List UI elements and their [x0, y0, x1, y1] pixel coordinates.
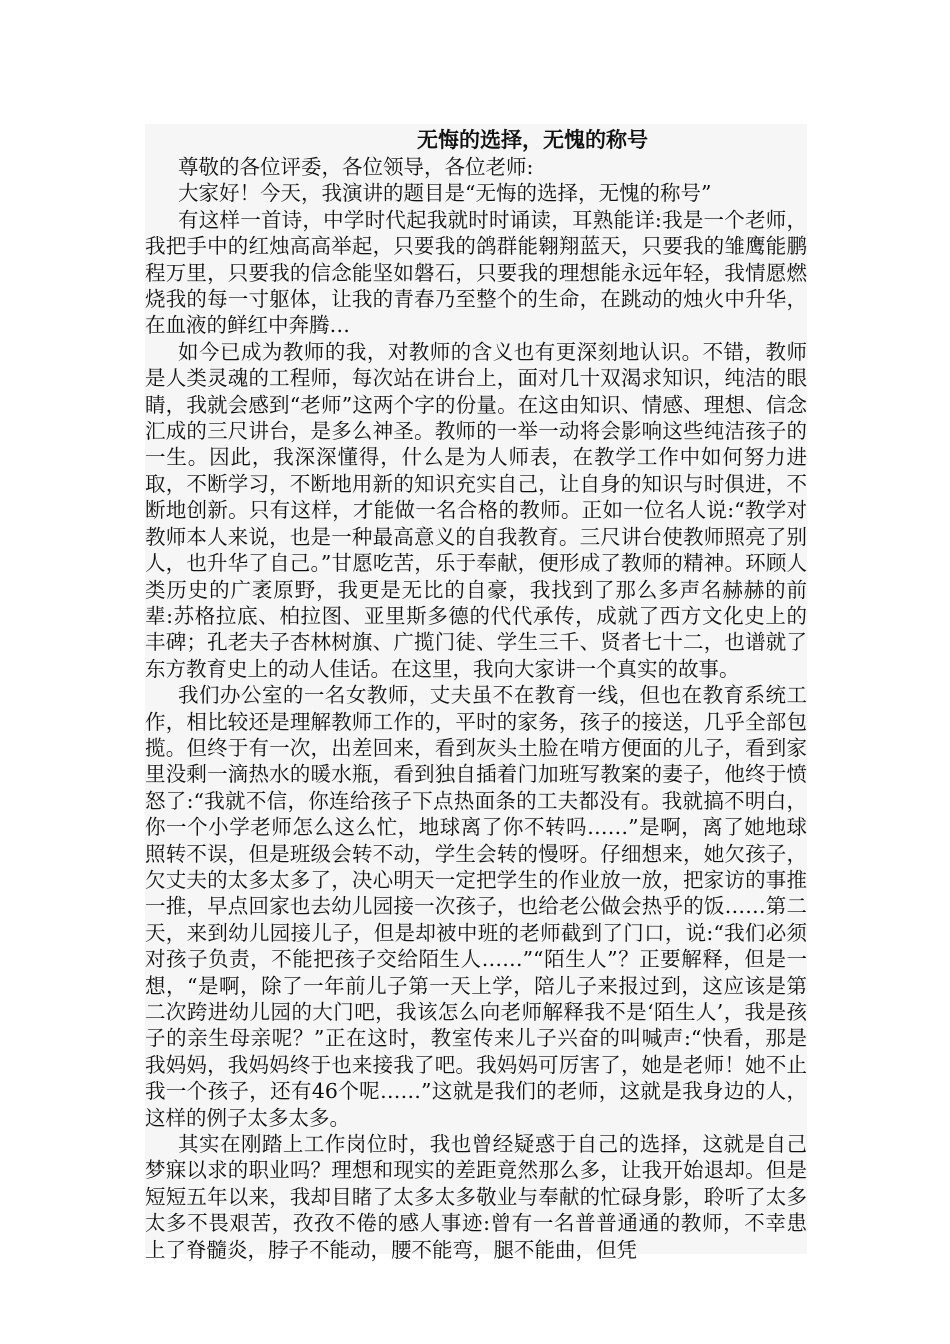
paragraph-colleague-story: 我们办公室的一名女教师，丈夫虽不在教育一线，但也在教育系统工作，相比较还是理解教师工作的，平时的家务，孩子的接送，几乎全部包揽。但终于有一次，出差回来，看到灰头土脸在啃方便面的儿子，看到家里没剩一滴热水的暖水瓶，看到独自插着门加班写教案的妻子，他终于愤怒了:“我就不信，你连给孩子下点热面条的工夫都没有。我就搞不明白，你一个小学老师怎么这么忙，地球离了你不转吗……”是啊，离了她地球照转不误，但是班级会转不动，学生会转的慢呀。仔细想来，她欠孩子，欠丈夫的太多太多了，决心明天一定把学生的作业放一放，把家访的事推一推，早点回家也去幼儿园接一次孩子，也给老公做会热乎的饭……第二天，来到幼儿园接儿子，但是却被中班的老师截到了门口，说:“我们必须对孩子负责，不能把孩子交给陌生人……”“陌生人”？正要解释，但是一想，“是啊，除了一年前儿子第一天上学，陪儿子来报过到，这应该是第二次跨进幼儿园的大门吧，我该怎么向老师解释我不是‘陌生人’，我是孩子的亲生母亲呢？”正在这时，教室传来儿子兴奋的叫喊声:“快看，那是我妈妈，我妈妈终于也来接我了吧。我妈妈可厉害了，她是老师！她不止我一个孩子，还有46个呢……”这就是我们的老师，这就是我身边的人，这样的例子太多太多。 [145, 683, 807, 1130]
document-body [145, 126, 807, 1263]
paragraph-reflection: 其实在刚踏上工作岗位时，我也曾经疑惑于自己的选择，这就是自己梦寐以求的职业吗？理想和现实的差距竟然那么多，让我开始退却。但是短短五年以来，我却目睹了太多太多敬业与奉献的忙碌身影，聆听了太多太多不畏艰苦，孜孜不倦的感人事迹:曾有一名普普通通的教师，不幸患上了脊髓炎，脖子不能动，腰不能弯，腿不能曲，但凭 [145, 1132, 807, 1262]
intro-line: 大家好！今天，我演讲的题目是“无悔的选择，无愧的称号” [178, 181, 712, 206]
document-title: 无悔的选择，无愧的称号 [417, 127, 648, 152]
paragraph-teacher-meaning: 如今已成为教师的我，对教师的含义也有更深刻地认识。不错，教师是人类灵魂的工程师，每次站在讲台上，面对几十双渴求知识，纯洁的眼睛，我就会感到“老师”这两个字的份量。在这由知识、情感、理想、信念汇成的三尺讲台，是多么神圣。教师的一举一动将会影响这些纯洁孩子的一生。因此，我深深懂得，什么是为人师表，在教学工作中如何努力进取，不断学习，不断地用新的知识充实自己，让自身的知识与时俱进，不断地创新。只有这样，才能做一名合格的教师。正如一位名人说:“教学对教师本人来说，也是一种最高意义的自我教育。三尺讲台使教师照亮了别人，也升华了自己。”甘愿吃苦，乐于奉献，便形成了教师的精神。环顾人类历史的广袤原野，我更是无比的自豪，我找到了那么多声名赫赫的前辈:苏格拉底、柏拉图、亚里斯多德的代代承传，成就了西方文化史上的丰碑；孔老夫子杏林树旗、广揽门徒、学生三千、贤者七十二，也谱就了东方教育史上的动人佳话。在这里，我向大家讲一个真实的故事。 [145, 339, 807, 681]
paragraph-poem: 有这样一首诗，中学时代起我就时时诵读，耳熟能详:我是一个老师，我把手中的红烛高高举起，只要我的鸽群能翱翔蓝天，只要我的雏鹰能鹏程万里，只要我的信念能坚如磐石，只要我的理想能永远年轻，我情愿燃烧我的每一寸躯体，让我的青春乃至整个的生命，在跳动的烛火中升华，在血液的鲜红中奔腾… [145, 207, 807, 338]
greeting-line: 尊敬的各位评委，各位领导，各位老师: [178, 155, 534, 179]
